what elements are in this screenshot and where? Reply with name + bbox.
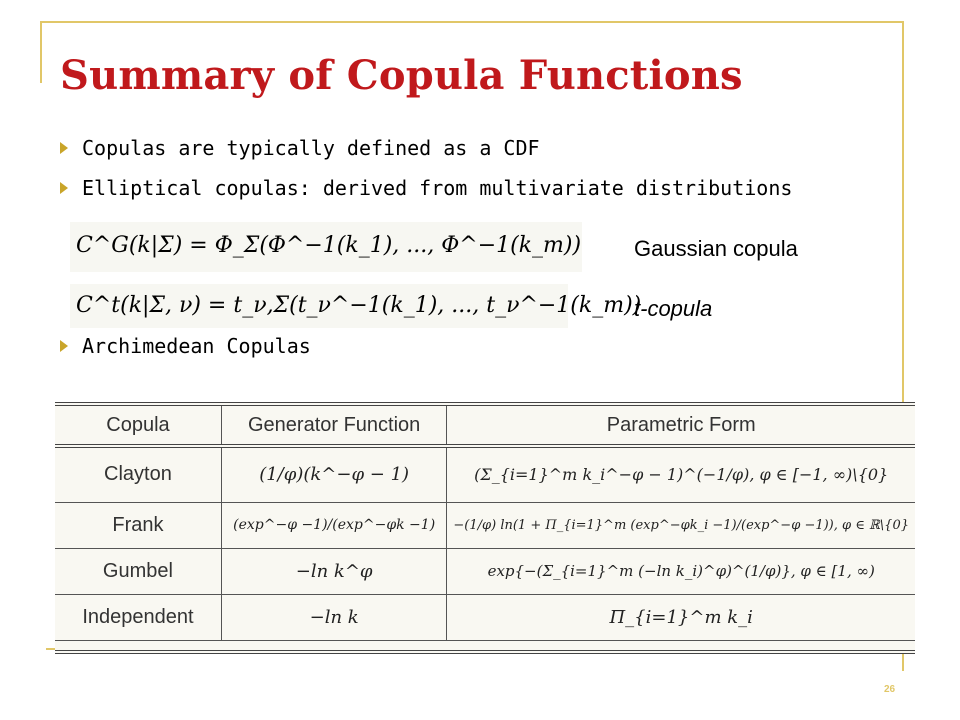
column-header-parametric-form: Parametric Form: [447, 406, 915, 446]
table-row: [55, 446, 915, 502]
generator-cell: (exp^−φ −1)/(exp^−φk −1): [221, 502, 447, 548]
gaussian-copula-label: Gaussian copula: [634, 236, 798, 261]
bullet-text: Elliptical copulas: derived from multivariate distributions: [82, 176, 793, 200]
table-row: [55, 548, 915, 594]
bullet-triangle-icon: [60, 142, 68, 154]
copula-table: [55, 406, 915, 641]
slide-title: Summary of Copula Functions: [60, 52, 743, 99]
copula-name-cell: Frank: [55, 502, 221, 548]
bullet-text: Copulas are typically defined as a CDF: [82, 136, 540, 160]
generator-cell: −ln k: [221, 594, 447, 640]
frame-left-line: [40, 21, 42, 83]
archimedean-copula-table: [55, 402, 915, 654]
t-copula-formula: C^t(k|Σ, ν) = t_ν,Σ(t_ν^−1(k_1), ..., t_ν^−1(k_m)): [70, 284, 568, 328]
parametric-form-cell: −(1/φ) ln(1 + Π_{i=1}^m (exp^−φk_i −1)/(exp^−φ −1)), φ ∈ ℝ\{0}: [447, 502, 915, 548]
table-header-row: [55, 406, 915, 446]
column-header-generator: Generator Function: [221, 406, 447, 446]
copula-name-cell: Clayton: [55, 446, 221, 502]
column-header-copula: Copula: [55, 406, 221, 446]
parametric-form-cell: (Σ_{i=1}^m k_i^−φ − 1)^(−1/φ), φ ∈ [−1, ∞)\{0}: [447, 446, 915, 502]
gaussian-copula-formula: C^G(k|Σ) = Φ_Σ(Φ^−1(k_1), ..., Φ^−1(k_m)): [70, 222, 582, 272]
copula-name-cell: Gumbel: [55, 548, 221, 594]
bullet-triangle-icon: [60, 340, 68, 352]
generator-cell: −ln k^φ: [221, 548, 447, 594]
page-number: 26: [884, 684, 896, 695]
bullet-triangle-icon: [60, 182, 68, 194]
bullet-text: Archimedean Copulas: [82, 334, 311, 358]
t-copula-label: t-copula: [634, 296, 713, 321]
parametric-form-cell: Π_{i=1}^m k_i: [447, 594, 915, 640]
frame-top-line: [40, 21, 904, 23]
copula-name-cell: Independent: [55, 594, 221, 640]
table-row: [55, 594, 915, 640]
table-row: [55, 502, 915, 548]
generator-cell: (1/φ)(k^−φ − 1): [221, 446, 447, 502]
bullet-item: [60, 176, 792, 200]
parametric-form-cell: exp{−(Σ_{i=1}^m (−ln k_i)^φ)^(1/φ)}, φ ∈ [1, ∞): [447, 548, 915, 594]
bullet-item: [60, 334, 311, 358]
bullet-item: [60, 136, 540, 160]
